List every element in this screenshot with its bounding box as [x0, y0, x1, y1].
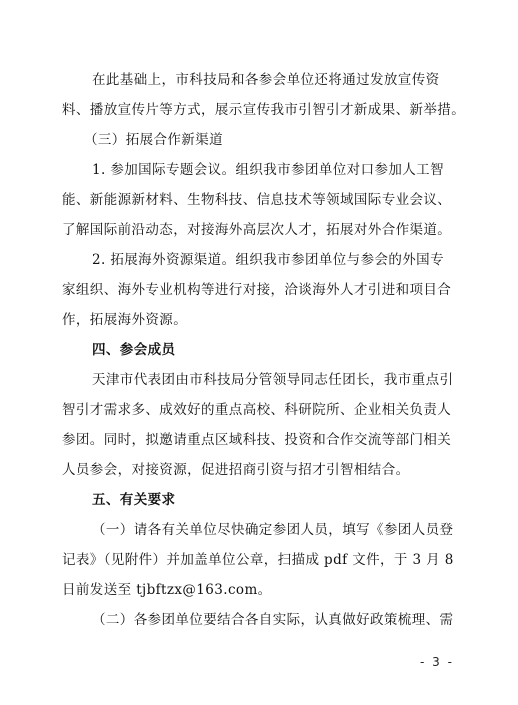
paragraph-line: 日前发送至 tjbftzx@163.com。 — [62, 582, 272, 598]
paragraph-line: 参团。同时，拟邀请重点区域科技、投资和合作交流等部门相关 — [62, 432, 452, 448]
paragraph-line: 智引才需求多、成效好的重点高校、科研院所、企业相关负责人 — [62, 402, 452, 418]
paragraph-line: 料、播放宣传片等方式，展示宣传我市引智引才新成果、新举措。 — [62, 102, 466, 118]
paragraph-line: 在此基础上，市科技局和各参会单位还将通过发放宣传资 — [92, 72, 440, 88]
paragraph-line: 人员参会，对接资源，促进招商引资与招才引智相结合。 — [62, 462, 410, 478]
paragraph-line: 能、新能源新材料、生物科技、信息技术等领域国际专业会议、 — [62, 192, 452, 208]
paragraph-line: 了解国际前沿动态，对接海外高层次人才，拓展对外合作渠道。 — [62, 222, 452, 238]
paragraph-line: 家组织、海外专业机构等进行对接，洽谈海外人才引进和项目合 — [62, 282, 452, 298]
paragraph-line: （二）各参团单位要结合各自实际，认真做好政策梳理、需 — [92, 612, 454, 628]
paragraph-line: 天津市代表团由市科技局分管领导同志任团长，我市重点引 — [92, 372, 454, 388]
section-subheading: （三）拓展合作新渠道 — [84, 132, 223, 148]
paragraph-line: （一）请各有关单位尽快确定参团人员，填写《参团人员登 — [92, 522, 454, 538]
paragraph-line: 作，拓展海外资源。 — [62, 312, 188, 328]
page-number: - 3 - — [420, 655, 454, 669]
paragraph-line: 记表》（见附件）并加盖单位公章，扫描成 pdf 文件，于 3 月 8 — [62, 552, 454, 568]
section-heading: 五、有关要求 — [92, 492, 176, 508]
paragraph-line: 2. 拓展海外资源渠道。组织我市参团单位与参会的外国专 — [92, 252, 444, 268]
section-heading: 四、参会成员 — [92, 342, 176, 358]
paragraph-line: 1. 参加国际专题会议。组织我市参团单位对口参加人工智 — [92, 162, 444, 178]
